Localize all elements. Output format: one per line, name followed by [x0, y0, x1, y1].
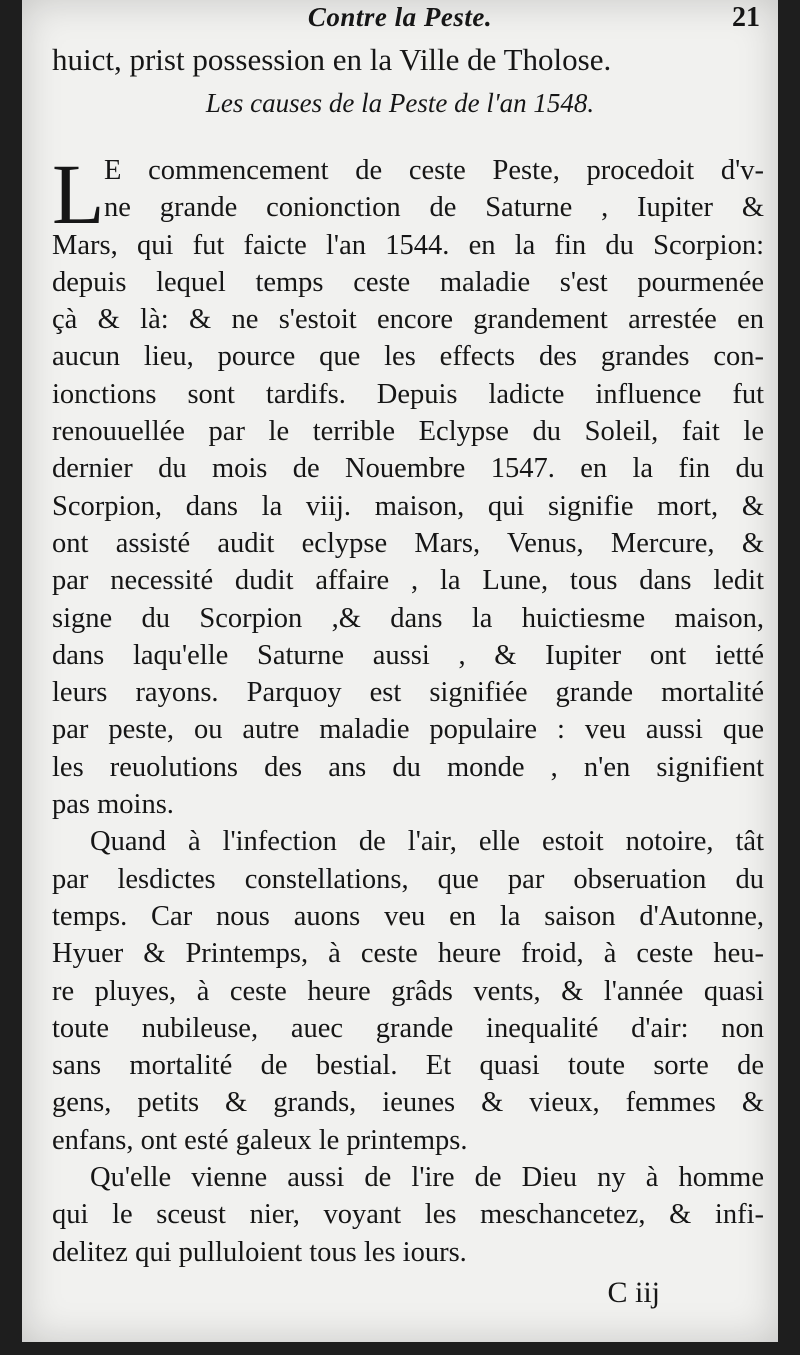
text-line: gens, petits & grands, ieunes & vieux, femmes &: [52, 1087, 764, 1119]
drop-cap: L: [52, 146, 105, 242]
text-line: re pluyes, à ceste heure grâds vents, & l'année quasi: [52, 975, 764, 1007]
text-line: les reuolutions des ans du monde , n'en signifient: [52, 751, 764, 783]
running-head: Contre la Peste.: [307, 2, 493, 32]
text-line: qui le sceust nier, voyant les meschancetez, & infi-: [52, 1199, 764, 1231]
text-line: toute nubileuse, auec grande inequalité d'air: non: [52, 1012, 764, 1044]
text-line: çà & là: & ne s'estoit encore grandement arrestée en: [52, 304, 764, 336]
text-line: delitez qui pulluloient tous les iours.: [52, 1236, 467, 1268]
text-line: Hyuer & Printemps, à ceste heure froid, à ceste heu-: [52, 938, 764, 970]
text-line: dernier du mois de Nouembre 1547. en la fin du: [52, 453, 764, 485]
text-line: ont assisté audit eclypse Mars, Venus, Mercure, &: [52, 527, 764, 559]
text-line: par necessité dudit affaire , la Lune, tous dans ledit: [52, 565, 764, 597]
text-line: enfans, ont esté galeux le printemps.: [52, 1124, 468, 1156]
section-heading: Les causes de la Peste de l'an 1548.: [205, 88, 595, 118]
paragraph-1: [52, 146, 764, 823]
text-line: Quand à l'infection de l'air, elle estoit notoire, tât: [90, 826, 764, 858]
paragraph-3: [52, 1159, 764, 1271]
paragraph-2: [52, 823, 764, 1159]
book-page: [22, 0, 778, 1342]
body-text: [52, 146, 764, 1271]
text-line: temps. Car nous auons veu en la saison d'Autonne,: [52, 900, 764, 932]
text-line: depuis lequel temps ceste maladie s'est pourmenée: [52, 266, 764, 298]
text-line: ionctions sont tardifs. Depuis ladicte influence fut: [52, 378, 764, 410]
text-line: E commencement de ceste Peste, procedoit d'v-: [104, 155, 764, 186]
text-line: leurs rayons. Parquoy est signifiée grande mortalité: [52, 677, 764, 709]
text-line: Qu'elle vienne aussi de l'ire de Dieu ny à homme: [90, 1162, 764, 1194]
text-line: renouuellée par le terrible Eclypse du Soleil, fait le: [52, 416, 764, 448]
text-line: Mars, qui fut faicte l'an 1544. en la fin du Scorpion:: [52, 229, 764, 261]
text-line: pas moins.: [52, 789, 174, 821]
text-line: signe du Scorpion ,& dans la huictiesme maison,: [52, 602, 764, 634]
carried-over-line: huict, prist possession en la Ville de Tholose.: [52, 42, 612, 77]
text-line: sans mortalité de bestial. Et quasi toute sorte de: [52, 1050, 764, 1082]
text-line: par lesdictes constellations, que par obseruation du: [52, 863, 764, 895]
text-line: dans laqu'elle Saturne aussi , & Iupiter ont ietté: [52, 639, 764, 671]
page-number: 21: [732, 2, 760, 33]
text-line: ne grande conionction de Saturne , Iupiter &: [104, 192, 764, 224]
text-line: par peste, ou autre maladie populaire : veu aussi que: [52, 714, 764, 746]
signature-mark: C iij: [607, 1276, 660, 1309]
text-line: aucun lieu, pource que les effects des grandes con-: [52, 341, 764, 373]
text-line: Scorpion, dans la viij. maison, qui signifie mort, &: [52, 490, 764, 522]
